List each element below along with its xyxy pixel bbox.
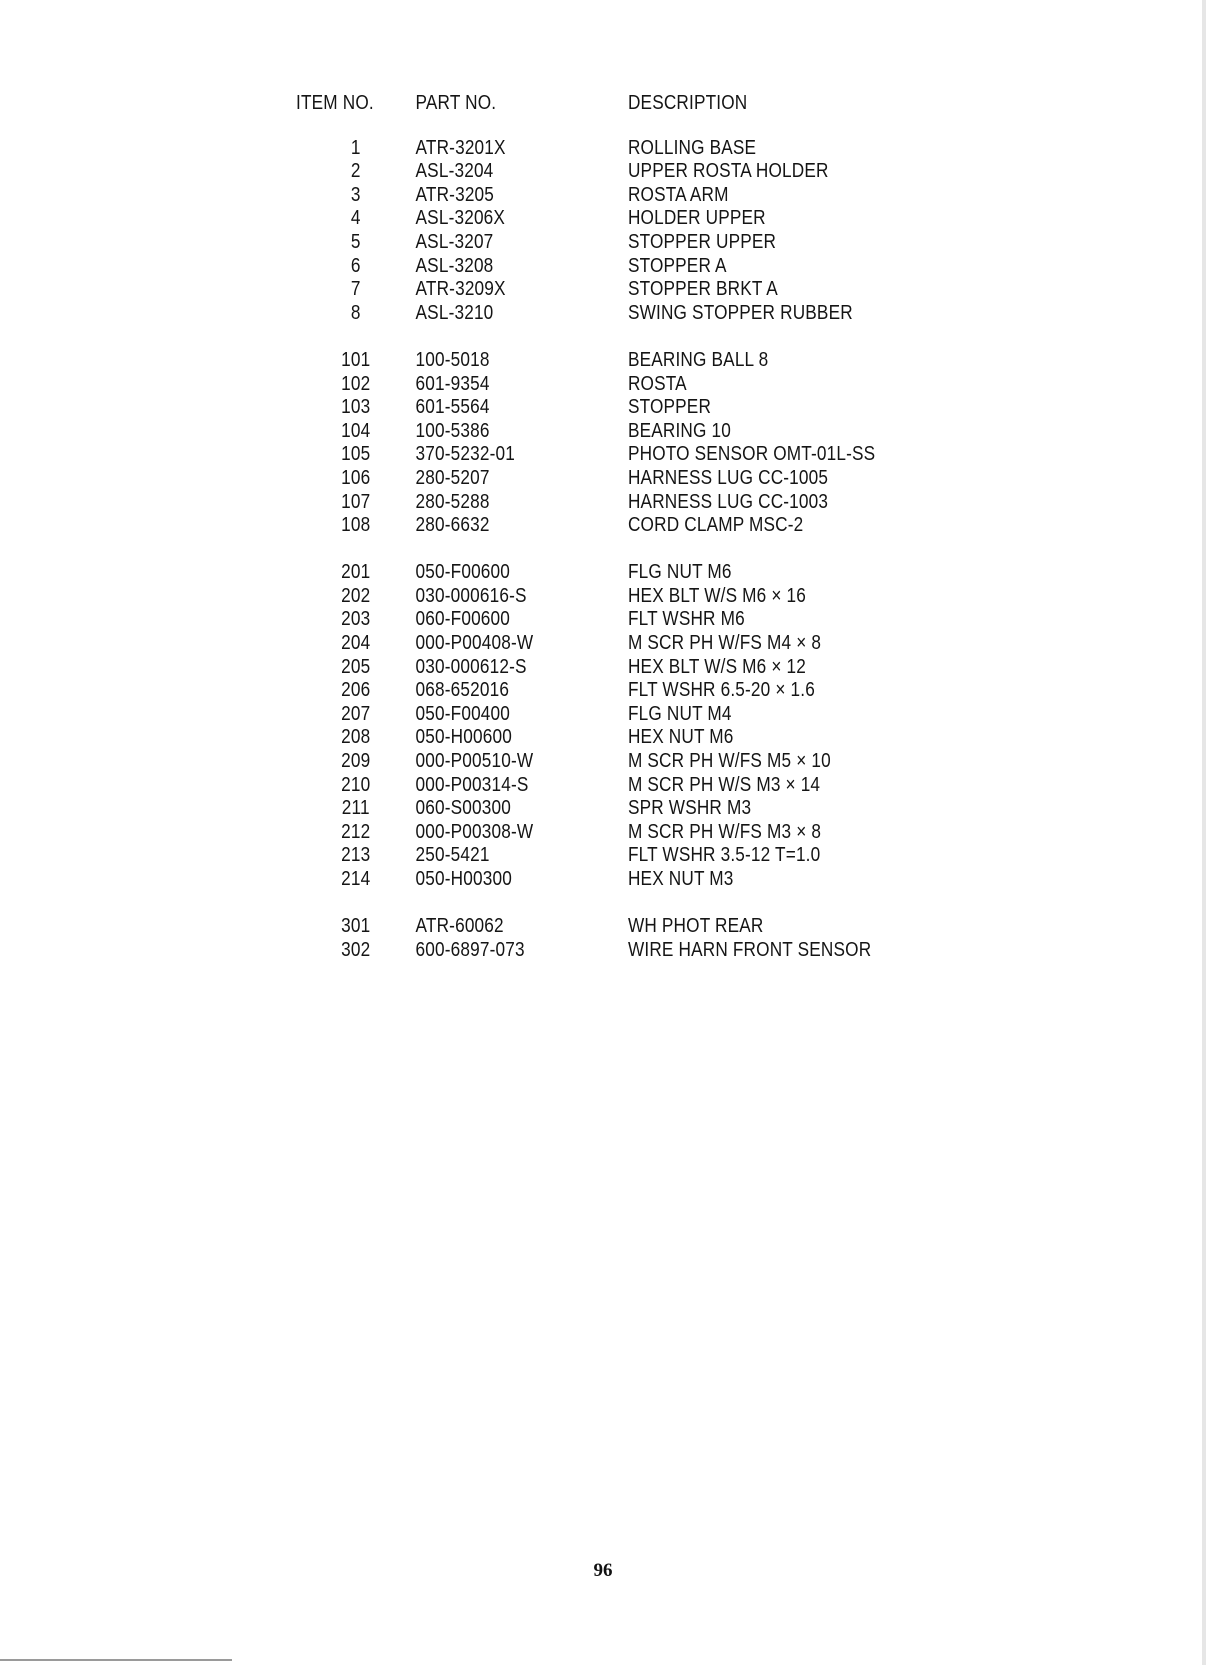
part-description: SPR WSHR M3 — [627, 797, 752, 820]
part-number: 050-H00300 — [415, 868, 512, 890]
table-row — [296, 420, 846, 444]
part-number: 100-5018 — [415, 348, 490, 371]
part-number: 601-9354 — [415, 372, 490, 395]
item-number: 211 — [341, 797, 370, 820]
part-description: ROLLING BASE — [627, 136, 757, 159]
part-description: HEX BLT W/S M6 × 12 — [627, 655, 807, 678]
table-row — [296, 396, 846, 420]
part-number: ASL-3208 — [415, 254, 494, 277]
part-description: PHOTO SENSOR OMT-01L-SS — [627, 443, 876, 466]
item-number: 302 — [341, 938, 371, 961]
table-row — [296, 797, 846, 821]
item-number: 102 — [341, 372, 371, 395]
item-number: 4 — [350, 207, 361, 230]
item-number: 212 — [341, 820, 371, 843]
part-description: FLT WSHR 3.5-12 T=1.0 — [627, 844, 821, 867]
item-number: 6 — [350, 254, 361, 277]
part-number: 030-000612-S — [415, 655, 527, 678]
parts-group — [296, 348, 876, 538]
item-number: 7 — [350, 278, 361, 301]
part-description: M SCR PH W/FS M5 × 10 — [627, 750, 831, 773]
table-row — [296, 679, 846, 703]
part-description: FLG NUT M4 — [627, 702, 732, 725]
item-number: 105 — [341, 443, 371, 466]
item-number: 108 — [341, 514, 371, 537]
part-number: 000-P00510-W — [415, 750, 534, 773]
part-description: WH PHOT REAR — [627, 915, 764, 938]
item-number: 205 — [341, 655, 371, 678]
part-number: 100-5386 — [415, 419, 490, 442]
part-number: 600-6897-073 — [415, 938, 525, 961]
part-description: HEX BLT W/S M6 × 16 — [627, 584, 807, 607]
item-number: 8 — [350, 301, 361, 324]
table-row — [296, 821, 846, 845]
table-row — [296, 255, 846, 279]
table-row — [296, 373, 846, 397]
description-header: DESCRIPTION — [627, 92, 748, 114]
table-row — [296, 301, 853, 326]
part-number: 280-5207 — [415, 466, 490, 489]
part-description: M SCR PH W/FS M3 × 8 — [627, 820, 822, 843]
page-edge-shadow — [1202, 0, 1206, 1665]
table-row — [296, 774, 846, 798]
table-row — [296, 844, 846, 868]
part-number: 068-652016 — [415, 679, 510, 702]
item-number: 106 — [341, 466, 371, 489]
parts-group — [296, 136, 853, 326]
item-number: 207 — [341, 702, 371, 725]
item-number: 214 — [341, 868, 371, 890]
part-number: ASL-3206X — [415, 207, 506, 230]
part-description: STOPPER A — [627, 254, 727, 277]
table-row — [296, 278, 846, 302]
part-number: 030-000616-S — [415, 584, 527, 607]
item-number: 2 — [350, 160, 361, 183]
part-number: ATR-60062 — [415, 915, 504, 938]
item-number: 202 — [341, 584, 371, 607]
item-number: 210 — [341, 773, 371, 796]
table-row — [296, 207, 846, 231]
part-number: 060-F00600 — [415, 608, 511, 631]
part-description: M SCR PH W/S M3 × 14 — [627, 773, 821, 796]
part-description: CORD CLAMP MSC-2 — [627, 514, 804, 537]
part-number: 280-5288 — [415, 490, 490, 513]
item-number: 204 — [341, 632, 371, 655]
table-row — [296, 915, 846, 939]
part-number: 280-6632 — [415, 514, 490, 537]
part-number: 050-F00600 — [415, 561, 511, 584]
part-number: ATR-3201X — [415, 136, 506, 159]
part-number: 060-S00300 — [415, 797, 511, 820]
part-description: HEX NUT M6 — [627, 726, 734, 749]
table-row — [296, 608, 846, 632]
part-number: 050-F00400 — [415, 702, 511, 725]
item-number: 101 — [341, 348, 371, 371]
item-number: 104 — [341, 419, 371, 442]
table-row — [296, 632, 846, 656]
part-number: 601-5564 — [415, 396, 490, 419]
table-row — [296, 467, 846, 491]
table-row — [296, 443, 876, 467]
part-description: HARNESS LUG CC-1003 — [627, 490, 829, 513]
part-number: ATR-3209X — [415, 278, 506, 301]
part-description: STOPPER UPPER — [627, 230, 777, 253]
part-no-header: PART NO. — [415, 92, 497, 114]
part-number: ATR-3205 — [415, 183, 495, 206]
part-description: HARNESS LUG CC-1005 — [627, 466, 829, 489]
item-number: 1 — [350, 136, 361, 159]
table-row — [296, 750, 846, 774]
table-row — [296, 561, 846, 585]
scan-edge-mark — [0, 1659, 232, 1661]
part-number: 250-5421 — [415, 844, 490, 867]
part-number: 000-P00308-W — [415, 820, 534, 843]
table-row — [296, 137, 846, 161]
parts-groups — [296, 136, 876, 963]
part-description: UPPER ROSTA HOLDER — [627, 160, 829, 183]
item-number: 5 — [350, 230, 361, 253]
part-description: STOPPER — [627, 396, 712, 419]
table-row — [296, 868, 846, 892]
table-row — [296, 231, 846, 255]
part-description: ROSTA ARM — [627, 183, 729, 206]
part-description: BEARING BALL 8 — [627, 348, 769, 371]
item-number: 201 — [341, 561, 371, 584]
table-row — [296, 491, 846, 515]
item-number: 206 — [341, 679, 371, 702]
part-description: STOPPER BRKT A — [627, 278, 778, 301]
parts-group — [296, 915, 872, 962]
part-description: BEARING 10 — [627, 419, 732, 442]
item-number: 203 — [341, 608, 371, 631]
table-row — [296, 585, 846, 609]
table-row — [296, 349, 846, 373]
part-description: FLT WSHR 6.5-20 × 1.6 — [627, 679, 815, 702]
part-description: HOLDER UPPER — [627, 207, 766, 230]
item-number: 3 — [350, 183, 361, 206]
table-row — [296, 184, 846, 208]
part-number: 370-5232-01 — [415, 443, 515, 466]
item-number: 301 — [341, 915, 371, 938]
item-number: 213 — [341, 844, 371, 867]
table-row — [296, 726, 846, 750]
part-description: ROSTA — [627, 372, 687, 395]
part-description: FLG NUT M6 — [627, 561, 732, 584]
table-row — [296, 703, 846, 727]
part-description: SWING STOPPER RUBBER — [627, 301, 853, 324]
part-number: ASL-3204 — [415, 160, 494, 183]
item-number: 107 — [341, 490, 371, 513]
item-number: 208 — [341, 726, 371, 749]
part-number: 050-H00600 — [415, 726, 512, 749]
parts-list-table — [296, 92, 876, 986]
table-row — [296, 514, 846, 538]
part-description: FLT WSHR M6 — [627, 608, 745, 631]
item-no-header: ITEM NO. — [296, 92, 374, 114]
part-description: HEX NUT M3 — [627, 868, 734, 890]
page-number: 96 — [593, 1560, 613, 1581]
part-description: WIRE HARN FRONT SENSOR — [627, 938, 872, 961]
table-row — [296, 160, 846, 184]
table-row — [296, 656, 846, 680]
part-number: ASL-3210 — [415, 301, 494, 324]
part-number: ASL-3207 — [415, 230, 494, 253]
table-header — [296, 92, 846, 116]
table-row — [296, 938, 872, 963]
item-number: 103 — [341, 396, 371, 419]
part-description: M SCR PH W/FS M4 × 8 — [627, 632, 822, 655]
part-number: 000-P00314-S — [415, 773, 529, 796]
parts-group — [296, 561, 846, 891]
item-number: 209 — [341, 750, 371, 773]
part-number: 000-P00408-W — [415, 632, 534, 655]
